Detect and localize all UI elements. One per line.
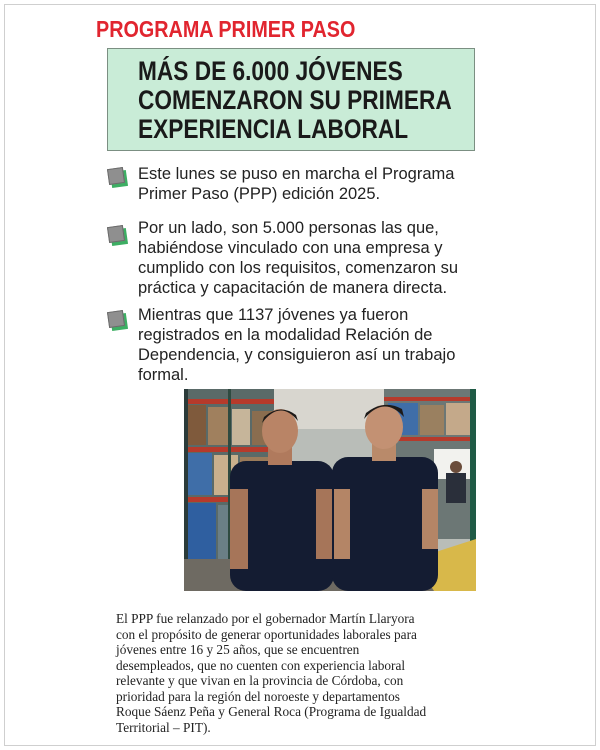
headline-line: COMENZARON SU PRIMERA	[138, 85, 452, 115]
bullet-square-icon	[108, 168, 126, 186]
bullet-text: Este lunes se puso en marcha el Programa Primer Paso (PPP) edición 2025.	[138, 165, 455, 203]
headline-line: MÁS DE 6.000 JÓVENES	[138, 56, 403, 86]
bullet-square-icon	[108, 226, 126, 244]
bullet-text: Por un lado, son 5.000 personas las que, habiéndose vinculado con una empresa y cumplido con los requisitos, comenzaron su práctica y capacitación de manera directa.	[138, 219, 459, 297]
photo-two-young-men-warehouse	[184, 389, 476, 591]
headline	[138, 56, 452, 144]
bullet-text: Mientras que 1137 jóvenes ya fueron registrados en la modalidad Relación de Dependencia, y consiguieron así un trabajo formal.	[138, 306, 456, 384]
section-kicker: PROGRAMA PRIMER PASO	[96, 16, 356, 42]
body-paragraph: El PPP fue relanzado por el gobernador Martín Llaryora con el propósito de generar oportunidades laborales para jóvenes entre 16 y 25 años, que se encuentren desempleados, que no cuenten con experiencia laboral relevante y que vivan en la provincia de Córdoba, con prioridad para la región del noroeste y departamentos Roque Sáenz Peña y General Roca (Programa de Igualdad Territorial – PIT).	[116, 611, 427, 735]
bullet-square-icon	[108, 311, 126, 329]
headline-line: EXPERIENCIA LABORAL	[138, 114, 409, 144]
